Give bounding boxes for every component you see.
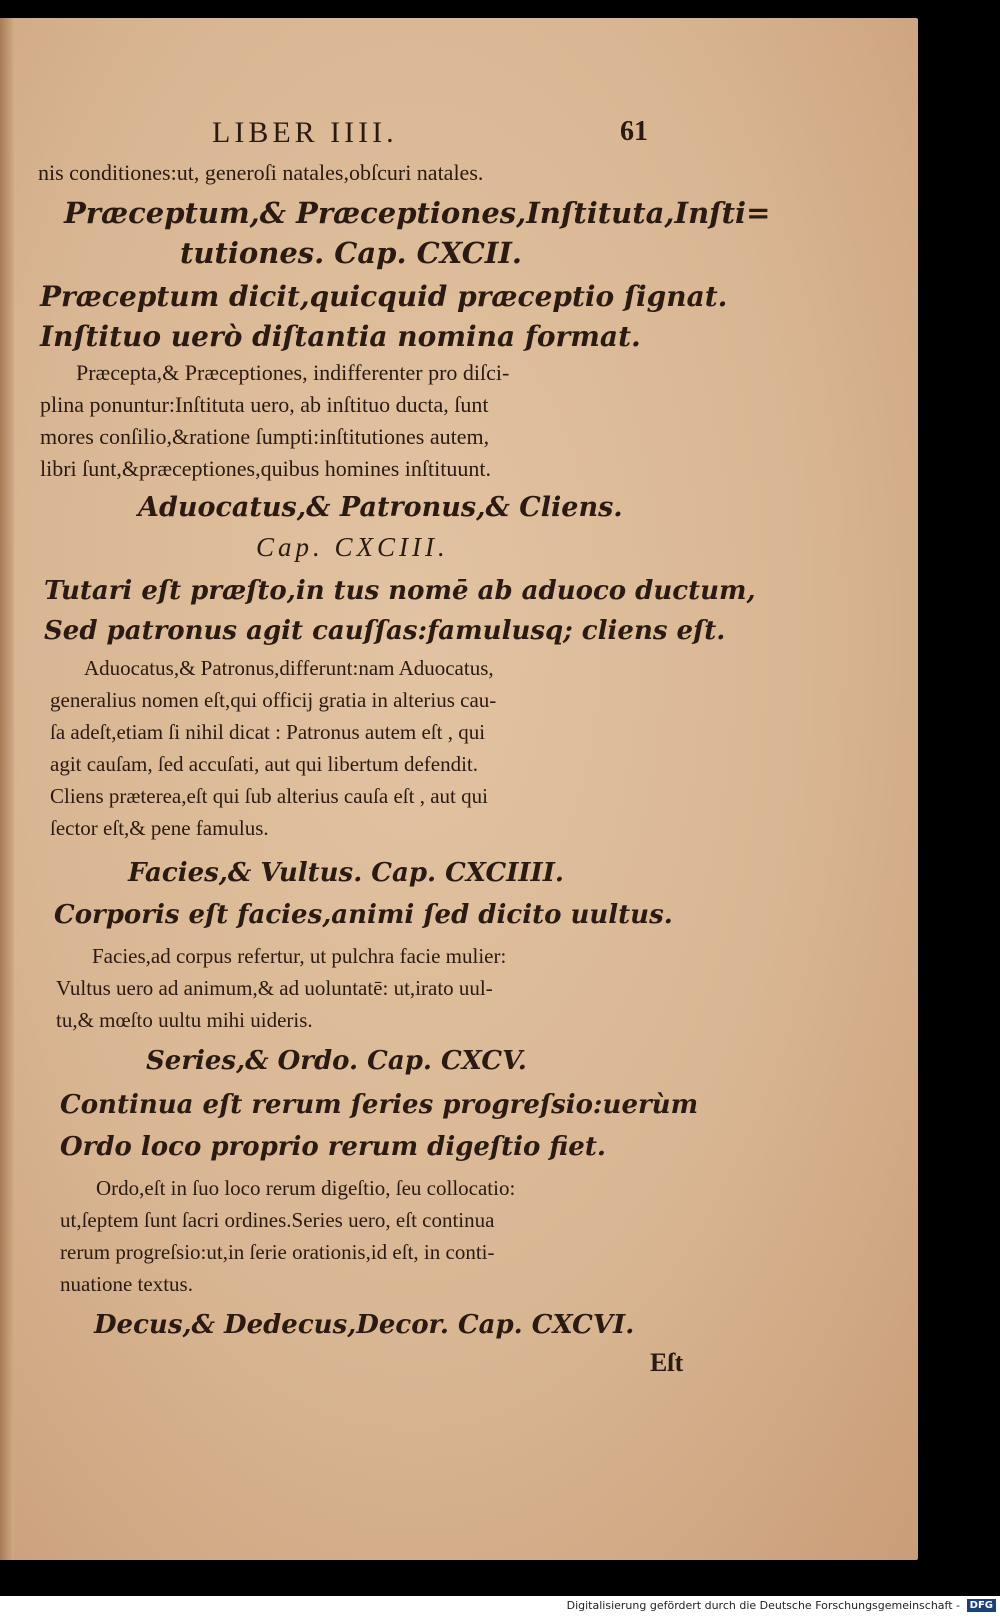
catchword: Eſt <box>650 1348 684 1377</box>
text-line: nuatione textus. <box>60 1272 193 1296</box>
chapter-heading: Series,& Ordo. Cap. CXCV. <box>146 1046 527 1076</box>
verse-line: Corporis eſt facies,animi ſed dicito uultus. <box>54 900 673 930</box>
chapter-heading: tutiones. Cap. CXCII. <box>180 236 523 270</box>
text-line: ſa adeſt,etiam ſi nihil dicat : Patronus autem eſt , qui <box>50 720 486 744</box>
verse-line: Continua eſt rerum ſeries progreſsio:uerùm <box>60 1090 699 1120</box>
verse-line: Ordo loco proprio rerum digeſtio fiet. <box>60 1132 606 1162</box>
text-line: generalius nomen eſt,qui officij gratia in alterius cau- <box>50 688 497 712</box>
verse-line: Inſtituo uerò diſtantia nomina format. <box>40 320 641 353</box>
chapter-heading: Præceptum,& Præceptiones,Inſtituta,Inſti= <box>64 196 771 230</box>
text-line: Aduocatus,& Patronus,differunt:nam Aduocatus, <box>84 656 494 680</box>
text-line: plina ponuntur:Inſtituta uero, ab inſtituo ducta, ſunt <box>40 392 489 417</box>
text-line: tu,& mœſto uultu mihi uideris. <box>56 1008 313 1032</box>
chapter-number: Cap. CXCIII. <box>256 532 449 562</box>
funding-credit: Digitalisierung gefördert durch die Deutsche Forschungsgemeinschaft - <box>566 1599 960 1612</box>
page-edge <box>0 18 14 1560</box>
verse-line: Sed patronus agit cauſſas:famulusq; cliens eſt. <box>44 616 726 646</box>
text-line: ſector eſt,& pene famulus. <box>50 816 269 840</box>
text-line: nis conditiones:ut, generoſi natales,obſcuri natales. <box>38 160 484 185</box>
chapter-heading: Facies,& Vultus. Cap. CXCIIII. <box>128 858 564 888</box>
text-line: agit cauſam, ſed accuſati, aut qui libertum defendit. <box>50 752 479 776</box>
text-line: libri ſunt,&præceptiones,quibus homines inſtituunt. <box>40 456 491 481</box>
text-line: Vultus uero ad animum,& ad uoluntatē: ut,irato uul- <box>56 976 493 1000</box>
running-title: LIBER IIII. <box>212 116 398 149</box>
verse-line: Tutari eſt præſto,in tus nomē ab aduoco ductum, <box>44 576 756 606</box>
chapter-heading: Aduocatus,& Patronus,& Cliens. <box>138 492 623 523</box>
verse-line: Præceptum dicit,quicquid præceptio ſignat. <box>40 280 728 313</box>
text-line: rerum progreſsio:ut,in ſerie orationis,id eſt, in conti- <box>60 1240 495 1264</box>
text-line: Ordo,eſt in ſuo loco rerum digeſtio, ſeu collocatio: <box>96 1176 516 1200</box>
text-line: Præcepta,& Præceptiones, indifferenter pro diſci- <box>76 360 510 385</box>
text-line: ut,ſeptem ſunt ſacri ordines.Series uero, eſt continua <box>60 1208 495 1232</box>
text-line: Facies,ad corpus refertur, ut pulchra facie mulier: <box>92 944 507 968</box>
text-line: Cliens præterea,eſt qui ſub alterius cauſa eſt , aut qui <box>50 784 488 808</box>
page-number: 61 <box>620 116 648 147</box>
dfg-logo: DFG <box>967 1599 996 1612</box>
text-line: mores conſilio,&ratione ſumpti:inſtitutiones autem, <box>40 424 490 449</box>
chapter-heading: Decus,& Dedecus,Decor. Cap. CXCVI. <box>94 1310 635 1340</box>
